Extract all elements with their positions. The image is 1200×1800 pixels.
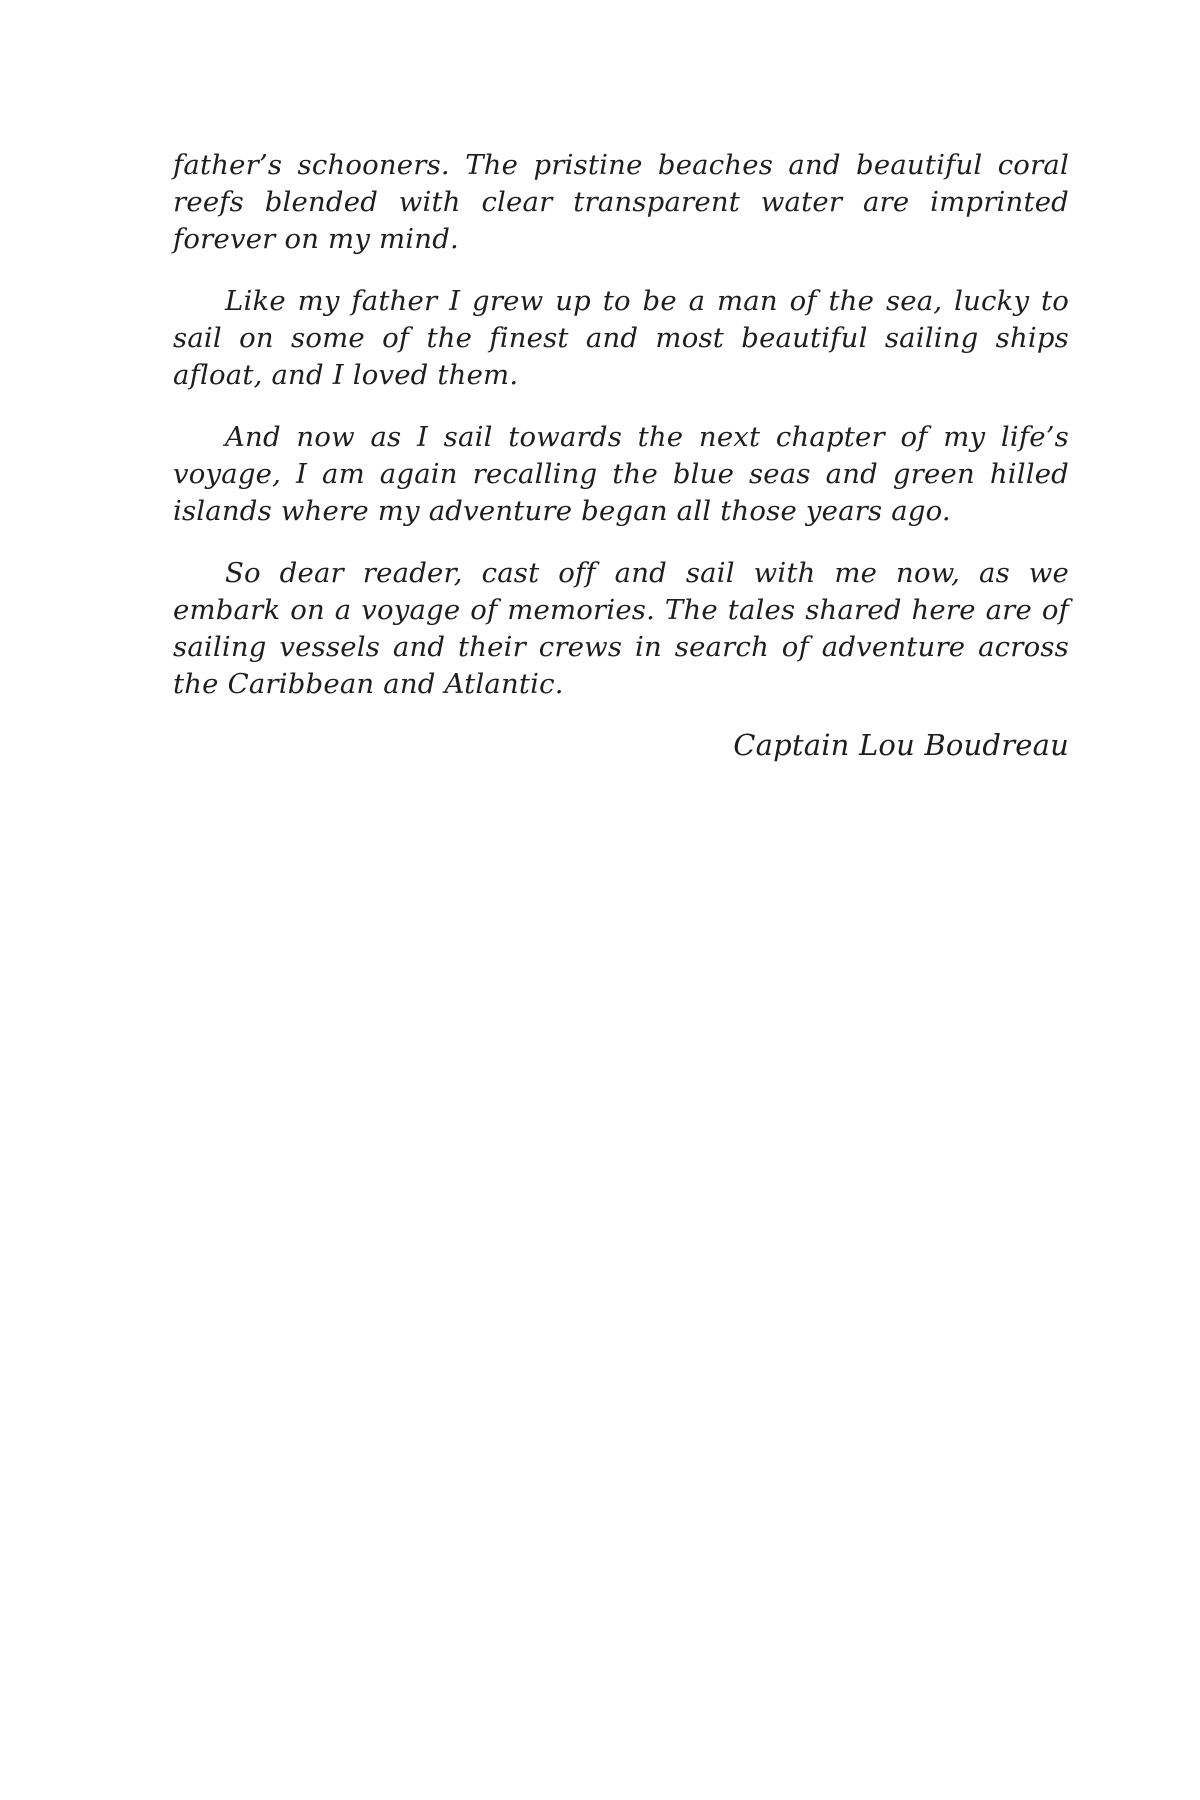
paragraph-continuation: father’s schooners. The pristine beaches and beautiful coral reefs blended with clear transparent water are imprinted forever on my mind. — [173, 149, 1069, 255]
paragraph-man-of-the-sea: Like my father I grew up to be a man of the sea, lucky to sail on some of the finest and most beautiful sailing ships afloat, and I loved them. — [173, 285, 1069, 391]
page-text — [173, 147, 1069, 766]
author-signature: Captain Lou Boudreau — [733, 728, 1069, 762]
paragraph-next-chapter: And now as I sail towards the next chapter of my life’s voyage, I am again recalling the blue seas and green hilled islands where my adventure began all those years ago. — [173, 421, 1069, 527]
paragraph-dear-reader: So dear reader, cast off and sail with me now, as we embark on a voyage of memories. The tales shared here are of sailing vessels and their crews in search of adventure across the Caribbean and Atlantic. — [173, 557, 1069, 700]
